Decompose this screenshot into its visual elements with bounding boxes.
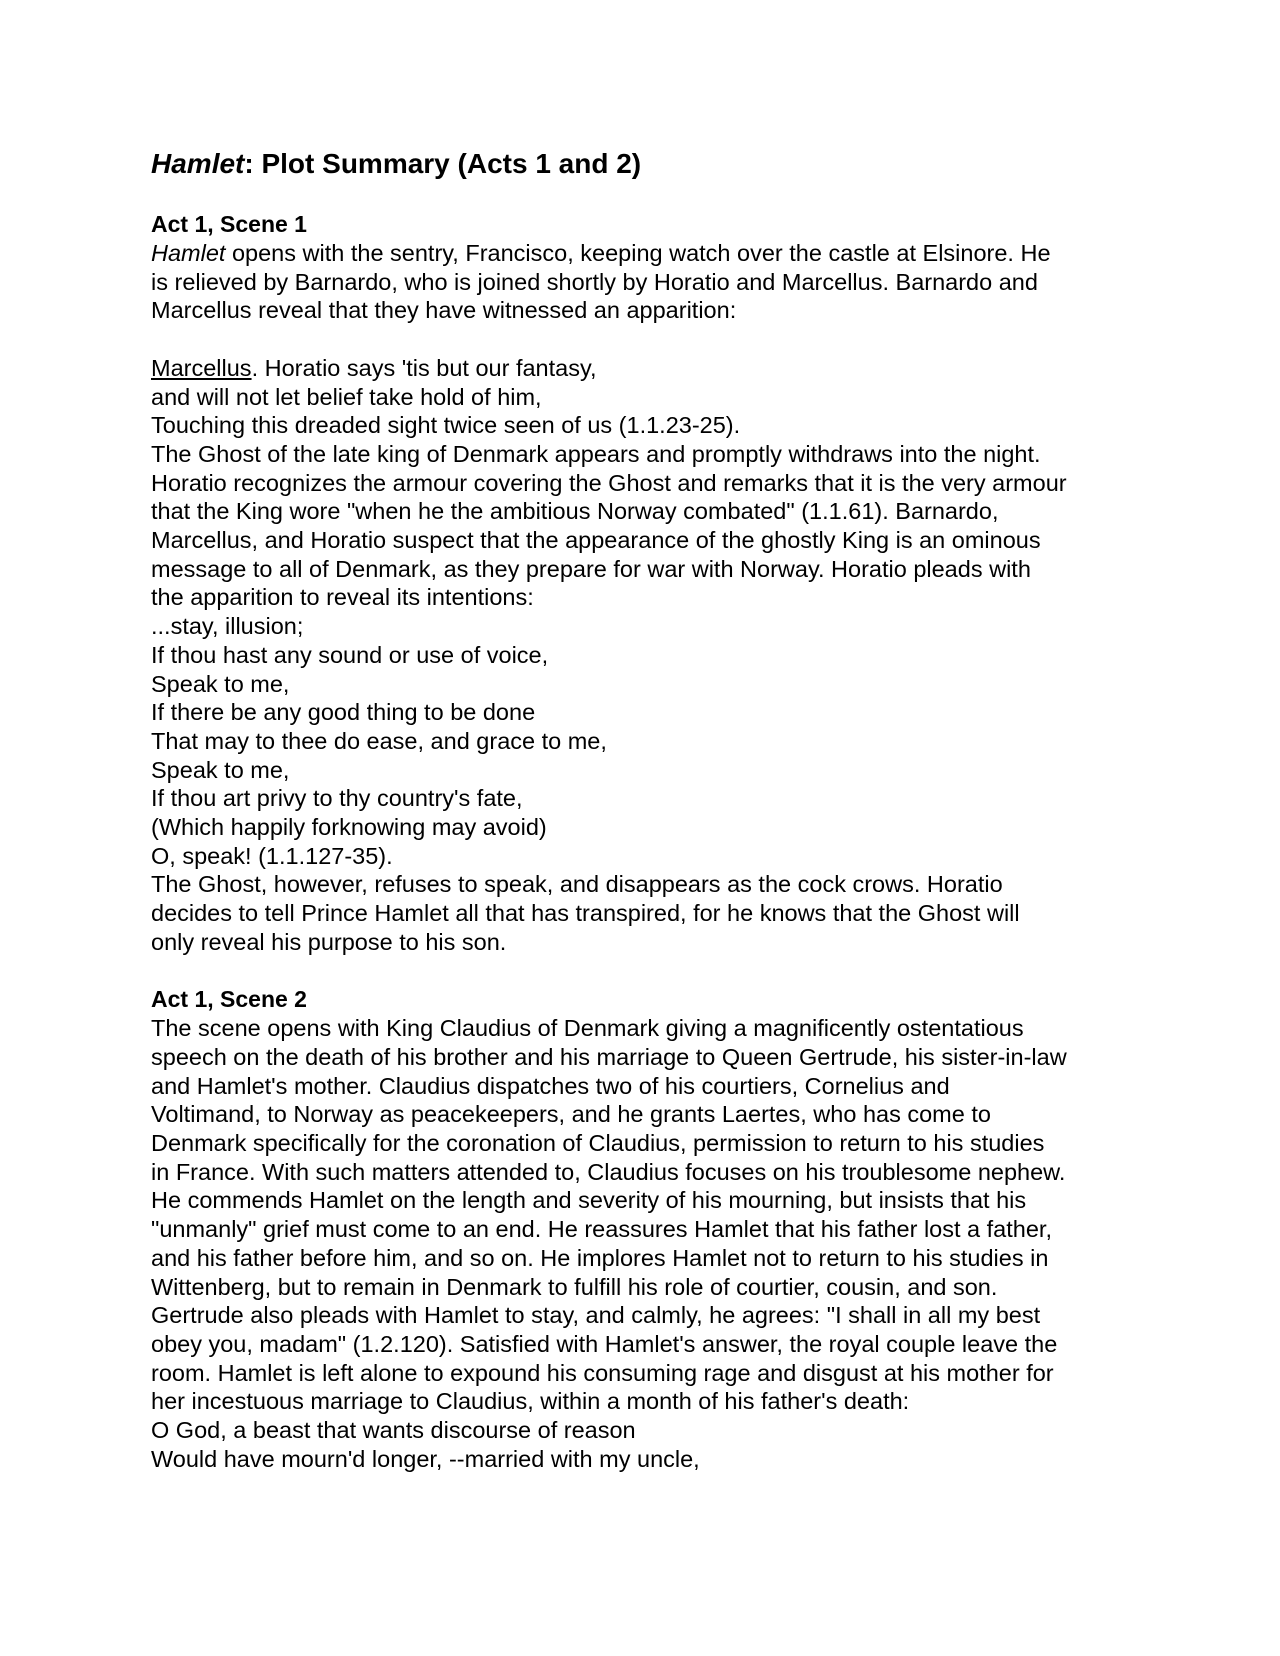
quote-line: If thou hast any sound or use of voice,: [151, 641, 549, 668]
quote-line: If there be any good thing to be done: [151, 699, 536, 726]
text-line: Horatio recognizes the armour covering the Ghost and remarks that it is the very armour: [151, 469, 1067, 496]
paragraph-gap: [151, 957, 1151, 986]
text-line: [151, 239, 1151, 268]
quote-line: O, speak! (1.1.127-35).: [151, 842, 393, 869]
text-line: "unmanly" grief must come to an end. He reassures Hamlet that his father lost a father,: [151, 1216, 1052, 1243]
document-title: [151, 146, 1151, 182]
text-line: only reveal his purpose to his son.: [151, 928, 507, 955]
text-line: Marcellus, and Horatio suspect that the appearance of the ghostly King is an ominous: [151, 527, 1041, 554]
speaker-name: Marcellus: [151, 354, 252, 381]
text-line: that the King wore "when he the ambitious Norway combated" (1.1.61). Barnardo,: [151, 498, 999, 525]
text-line: Wittenberg, but to remain in Denmark to fulfill his role of courtier, cousin, and son.: [151, 1273, 998, 1300]
title-italic: Hamlet: [151, 148, 245, 179]
paragraph-gap: [151, 325, 1151, 354]
intro-line-rest: opens with the sentry, Francisco, keeping watch over the castle at Elsinore. He: [225, 240, 1051, 266]
quote-line: That may to thee do ease, and grace to me,: [151, 727, 607, 754]
quote-line: [151, 354, 1151, 383]
text-line: her incestuous marriage to Claudius, within a month of his father's death:: [151, 1388, 910, 1415]
text-line: the apparition to reveal its intentions:: [151, 584, 534, 611]
text-line: and his father before him, and so on. He implores Hamlet not to return to his studies in: [151, 1244, 1049, 1271]
quote-line: O God, a beast that wants discourse of reason: [151, 1417, 636, 1444]
section-heading-act1-scene2: Act 1, Scene 2: [151, 986, 307, 1013]
quote-line: Would have mourn'd longer, --married with my uncle,: [151, 1445, 700, 1472]
text-line: Denmark specifically for the coronation of Claudius, permission to return to his studies: [151, 1130, 1045, 1157]
section-heading-act1-scene1: Act 1, Scene 1: [151, 211, 307, 237]
text-line: Gertrude also pleads with Hamlet to stay, and calmly, he agrees: "I shall in all my best: [151, 1302, 1041, 1329]
text-line: The Ghost of the late king of Denmark appears and promptly withdraws into the night.: [151, 440, 1041, 467]
quote-line: Speak to me,: [151, 756, 290, 783]
text-line: decides to tell Prince Hamlet all that has transpired, for he knows that the Ghost will: [151, 900, 1020, 927]
text-line: in France. With such matters attended to, Claudius focuses on his troublesome nephew.: [151, 1158, 1066, 1185]
text-line: message to all of Denmark, as they prepare for war with Norway. Horatio pleads with: [151, 555, 1031, 582]
text-line: The scene opens with King Claudius of Denmark giving a magnificently ostentatious: [151, 1015, 1024, 1042]
quote-line: Speak to me,: [151, 670, 290, 697]
quote-line: and will not let belief take hold of him,: [151, 383, 542, 410]
title-rest: : Plot Summary (Acts 1 and 2): [244, 148, 642, 179]
quote-line: Touching this dreaded sight twice seen of us (1.1.23-25).: [151, 412, 741, 439]
quote-line-rest: . Horatio says 'tis but our fantasy,: [251, 354, 597, 381]
text-line: is relieved by Barnardo, who is joined shortly by Horatio and Marcellus. Barnardo and: [151, 268, 1038, 295]
text-line: room. Hamlet is left alone to expound his consuming rage and disgust at his mother for: [151, 1359, 1054, 1386]
text-line: speech on the death of his brother and his marriage to Queen Gertrude, his sister-in-law: [151, 1043, 1067, 1070]
quote-line: (Which happily forknowing may avoid): [151, 814, 547, 841]
document-page: [151, 146, 1151, 1474]
text-line: Voltimand, to Norway as peacekeepers, and he grants Laertes, who has come to: [151, 1101, 991, 1128]
quote-line: ...stay, illusion;: [151, 613, 304, 640]
hamlet-italic: Hamlet: [151, 240, 226, 266]
text-line: obey you, madam" (1.2.120). Satisfied with Hamlet's answer, the royal couple leave the: [151, 1330, 1058, 1357]
text-line: He commends Hamlet on the length and severity of his mourning, but insists that his: [151, 1187, 1027, 1214]
text-line: The Ghost, however, refuses to speak, and disappears as the cock crows. Horatio: [151, 871, 1003, 898]
text-line: Marcellus reveal that they have witnessed an apparition:: [151, 297, 737, 324]
quote-line: If thou art privy to thy country's fate,: [151, 785, 523, 812]
text-line: and Hamlet's mother. Claudius dispatches two of his courtiers, Cornelius and: [151, 1072, 950, 1099]
